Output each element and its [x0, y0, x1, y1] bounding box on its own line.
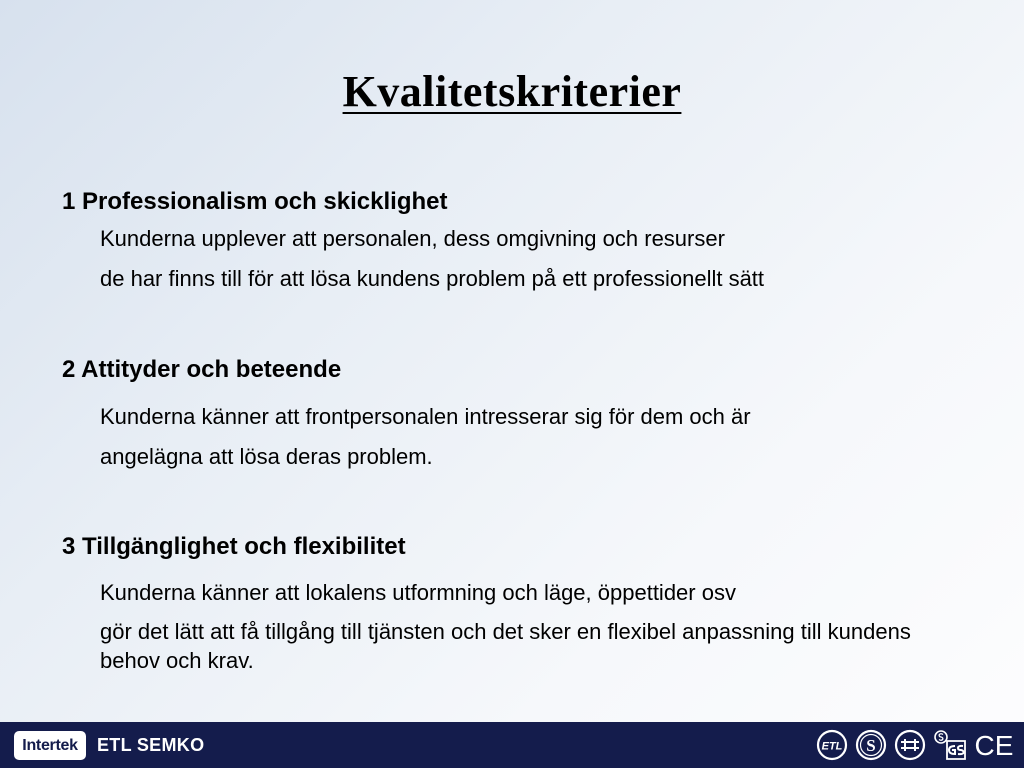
body-line: Kunderna känner att frontpersonalen intresserar sig för dem och är [100, 404, 751, 429]
section-3 [62, 532, 962, 675]
certification-marks [816, 729, 1014, 761]
etl-mark-text: ETL [821, 740, 843, 753]
footer-bar [0, 722, 1024, 768]
section-heading: 3 Tillgänglighet och flexibilitet [62, 533, 406, 560]
section-body [100, 403, 962, 471]
body-line: Kunderna upplever att personalen, dess omgivning och resurser [100, 226, 725, 251]
body-line: de har finns till för att lösa kundens problem på ett professionellt sätt [100, 266, 765, 291]
section-body [100, 579, 962, 675]
ce-mark-icon [974, 729, 1014, 761]
body-line: gör det lätt att få tillgång till tjänsten och det sker en flexibel anpassning till kundens behov och krav. [100, 619, 911, 673]
s-mark-icon [855, 729, 887, 761]
section-heading: 2 Attityder och beteende [62, 356, 342, 383]
brand-name: ETL SEMKO [97, 735, 205, 755]
body-line: Kunderna känner att lokalens utformning och läge, öppettider osv [100, 580, 736, 605]
page-title: Kvalitetskriterier [342, 67, 682, 116]
s-mark-text: S [866, 736, 876, 755]
section-1 [62, 187, 962, 293]
section-body [100, 225, 962, 293]
gs-mark-icon [933, 729, 967, 761]
section-2 [62, 355, 962, 471]
etl-mark-icon [816, 729, 848, 761]
safety-mark-icon [894, 729, 926, 761]
body-line: angelägna att lösa deras problem. [100, 444, 433, 469]
section-heading: 1 Professionalism och skicklighet [62, 188, 448, 215]
ce-mark-text: CE [974, 730, 1014, 761]
intertek-logo-text: Intertek [22, 736, 78, 754]
intertek-logo [14, 731, 86, 760]
